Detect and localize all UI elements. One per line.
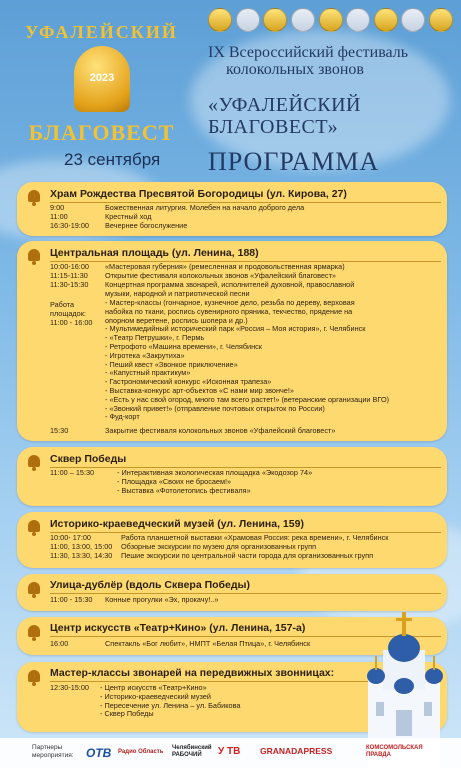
emblem-icon <box>236 8 260 32</box>
work-item: - «Капустный практикум» <box>105 368 191 378</box>
program-block-victory-square <box>17 447 447 506</box>
schedule-row <box>50 596 218 605</box>
emblem-icon <box>291 8 315 32</box>
partner-logo: Радио Область <box>118 749 164 755</box>
partner-logo: Челябинский РАБОЧИЙ <box>172 745 212 758</box>
masterclass-items <box>100 684 240 719</box>
logo-bottom-text: БЛАГОВЕСТ <box>28 120 175 145</box>
bell-icon <box>25 453 43 471</box>
row-time: 11:00 – 15:30 <box>50 468 95 477</box>
list-item: - Площадка «Своих не бросаем!» <box>117 476 232 486</box>
row-text: Закрытие фестиваля колокольных звонов «Уфалейский благовест» <box>105 426 336 435</box>
bell-icon <box>25 247 43 265</box>
emblem-icon <box>429 8 453 32</box>
row-text: Пешие экскурсии по центральной части города для организованных групп <box>121 551 374 560</box>
row-text: Обзорные экскурсии по музею для организованных групп <box>121 542 317 551</box>
festival-line1: IX Всероссийский фестиваль <box>208 44 409 61</box>
block-title: Центр искусств «Театр+Кино» (ул. Ленина, 157-а) <box>50 622 306 634</box>
schedule-row <box>50 204 304 213</box>
schedule-row <box>50 222 187 231</box>
row-text: Спектакль «Бог любит», НМПТ «Белая Птица», г. Челябинск <box>105 639 311 648</box>
row-time: 11:00 <box>50 212 68 221</box>
list-item: - Выставка «Фотолетопись фестиваля» <box>117 485 251 495</box>
row-text: Божественная литургия. Молебен на начало доброго дела <box>105 203 305 212</box>
emblem-icon <box>263 8 287 32</box>
list-item: - Историко-краеведческий музей <box>100 691 211 701</box>
list-item: - Пересечение ул. Ленина – ул. Бабикова <box>100 700 241 710</box>
work-item: - Ретрофото «Машина времени», г. Челябинск <box>105 341 262 351</box>
festival-logo <box>14 10 189 160</box>
festival-name <box>208 94 458 138</box>
work-item: - «Театр Петрушки», г. Пермь <box>105 333 205 343</box>
row-time: 16:30-19:00 <box>50 221 89 230</box>
work-item: - Пеший квест «Звонкое приключение» <box>105 359 238 369</box>
work-item: опорном веретене, роспись шопера и др.) <box>105 315 248 325</box>
block-title: Храм Рождества Пресвятой Богородицы (ул. Кирова, 27) <box>50 188 347 200</box>
list-item: - Интерактивная экологическая площадка «Экодозор 74» <box>117 468 313 477</box>
work-label <box>50 301 92 327</box>
row-time: 11:00 - 15:30 <box>50 595 93 604</box>
row-text: Вечернее богослужение <box>105 221 188 230</box>
partner-logo: КОМСОМОЛЬСКАЯ ПРАВДА <box>366 745 423 758</box>
work-time: 11:00 - 16:00 <box>50 317 93 327</box>
work-label-line1: Работа <box>50 300 75 309</box>
sponsor-emblems <box>208 8 453 38</box>
row-time: 10:00-16:00 <box>50 262 89 271</box>
partners-label: Партнеры мероприятия: <box>32 744 74 759</box>
work-item: - Мультимедийный исторический парк «Россия – Моя история», г. Челябинск <box>105 324 366 334</box>
emblem-icon <box>374 8 398 32</box>
work-item: - Игротека «Закрутиха» <box>105 350 185 360</box>
row-time: 11:00, 13:00, 15:00 <box>50 542 113 551</box>
program-block-museum <box>17 512 447 568</box>
festival-name-line2: БЛАГОВЕСТ» <box>208 116 339 138</box>
work-items <box>105 299 389 422</box>
schedule-row <box>50 640 310 649</box>
work-item: - «Есть у нас свой огород, много там всего растет!» (ветеранские организации ВГО) <box>105 394 390 404</box>
row-time: 9:00 <box>50 203 65 212</box>
row-time: 15:30 <box>50 426 69 435</box>
emblem-icon <box>319 8 343 32</box>
partner-logo: ОТВ <box>86 746 112 760</box>
bell-icon <box>25 518 43 536</box>
emblem-icon <box>401 8 425 32</box>
block-title: Мастер-классы звонарей на передвижных звонницах: <box>50 667 335 679</box>
row-text: Открытие фестиваля колокольных звонов «Уфалейский благовест» <box>105 271 336 280</box>
block-title: Историко-краеведческий музей (ул. Ленина, 159) <box>50 518 304 530</box>
row-text: Работа планшетной выставки «Храмовая Россия: река времени», г. Челябинск <box>121 533 389 542</box>
row-text: музыки, народной и патриотической песни <box>105 289 250 298</box>
block-title: Центральная площадь (ул. Ленина, 188) <box>50 247 259 259</box>
bell-icon <box>25 188 43 206</box>
row-time: 16:00 <box>50 639 69 648</box>
emblem-icon <box>208 8 232 32</box>
row-text: Крестный ход <box>105 212 152 221</box>
work-item: - Мастер-классы (гончарное, кузнечное дело, резьба по дереву, верховая <box>105 298 355 307</box>
list-item: - Центр искусств «Театр+Кино» <box>100 683 207 692</box>
bell-icon <box>25 580 43 598</box>
work-item: - «Звонкий привет!» (отправление почтовых открыток по России) <box>105 403 325 413</box>
work-item: - Выставка-конкурс арт-объектов «С нами мир звонче!» <box>105 385 294 395</box>
row-text: «Мастеровая губерния» (ремесленная и продовольственная ярмарка) <box>105 262 345 271</box>
festival-heading <box>208 44 458 78</box>
program-block-church <box>17 182 447 236</box>
program-block-central-square <box>17 241 447 441</box>
bell-icon <box>25 668 43 686</box>
program-title: ПРОГРАММА <box>208 147 380 176</box>
emblem-icon <box>346 8 370 32</box>
bell-icon <box>74 46 130 112</box>
partner-logo: GRANADAPRESS <box>260 746 333 756</box>
row-text: Концертная программа звонарей, исполнителей духовной, православной <box>105 280 355 289</box>
work-item: набойка по ткани, роспись сувенирного пряника, текчество, прядение на <box>105 306 353 316</box>
schedule-row <box>50 552 373 561</box>
row-time: 11:15-11:30 <box>50 271 88 280</box>
event-date: 23 сентября <box>64 150 161 169</box>
festival-line2: колокольных звонов <box>226 61 364 78</box>
logo-year: 2023 <box>89 72 115 84</box>
row-time: 11:30-15:30 <box>50 280 89 289</box>
row-time: 11:30, 13:30, 14:30 <box>50 551 113 560</box>
victory-items <box>117 469 312 495</box>
logo-top-text: УФАЛЕЙСКИЙ <box>25 22 178 42</box>
festival-name-line1: «УФАЛЕЙСКИЙ <box>208 94 361 116</box>
row-text: Конные прогулки «Эх, прокачу!..» <box>105 595 219 604</box>
partner-logo: У ТВ <box>218 746 241 757</box>
work-label-line2: площадок: <box>50 308 86 318</box>
row-time: 12:30-15:00 <box>50 683 89 692</box>
work-item: - Гастрономический конкурс «Исконная трапеза» <box>105 377 272 387</box>
work-item: - Фуд-корт <box>105 412 140 422</box>
schedule-row <box>50 427 335 436</box>
partners-bar <box>0 738 461 768</box>
block-title: Улица-дублёр (вдоль Сквера Победы) <box>50 579 251 591</box>
list-item: - Сквер Победы <box>100 709 154 719</box>
block-title: Сквер Победы <box>50 453 127 465</box>
bell-icon <box>25 623 43 641</box>
row-time: 10:00- 17:00 <box>50 533 91 542</box>
